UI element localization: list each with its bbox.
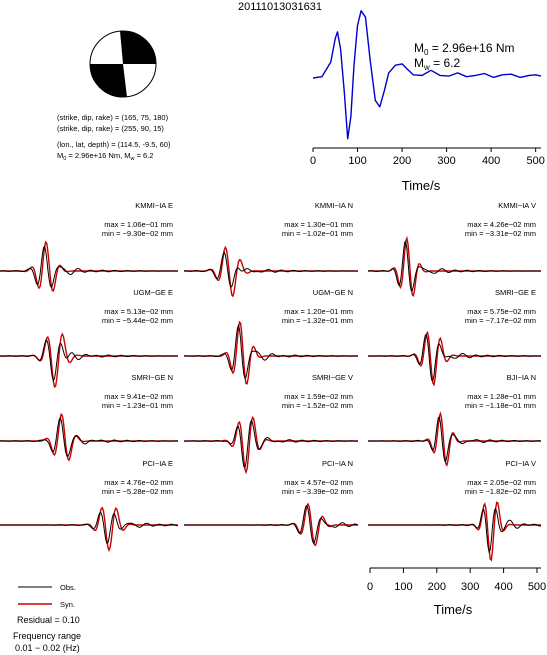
station-name: PCI−IA E [142, 459, 173, 468]
station-min: min = −3.39e−02 mm [281, 487, 353, 496]
station-min: min = −1.02e−01 mm [281, 229, 353, 238]
bottom-xlabel: Time/s [433, 602, 473, 617]
legend-residual: Residual = 0.10 [17, 615, 80, 625]
synthetic-waveform [368, 414, 541, 466]
station-max: max = 1.30e−01 mm [284, 220, 353, 229]
station-max: max = 5.13e−02 mm [104, 307, 173, 316]
synthetic-waveform [0, 508, 178, 550]
observed-waveform [184, 326, 358, 379]
bottom-xtick-label: 0 [366, 581, 374, 593]
stf-panel [310, 11, 545, 193]
bottom-xtick-label: 400 [494, 581, 513, 593]
stf-xtick-label: 400 [481, 155, 501, 167]
legend-obs-label: Obs. [60, 583, 76, 592]
stf-xtick-label: 300 [437, 155, 456, 167]
station-max: max = 1.59e−02 mm [284, 392, 353, 401]
stf-xtick-label: 500 [526, 155, 545, 167]
station-panel [0, 201, 178, 291]
station-min: min = −3.31e−02 mm [464, 229, 536, 238]
station-max: max = 5.75e−02 mm [467, 307, 536, 316]
stf-xtick-label: 100 [348, 155, 367, 167]
station-min: min = −1.82e−02 mm [464, 487, 536, 496]
bottom-time-axis [367, 568, 546, 617]
synthetic-waveform [0, 242, 178, 291]
observed-waveform [184, 252, 358, 287]
station-max: max = 4.26e−02 mm [467, 220, 536, 229]
bottom-xtick-label: 500 [527, 581, 547, 593]
station-min: min = −1.23e−01 mm [101, 401, 173, 410]
station-panel [368, 459, 541, 560]
station-max: max = 2.05e−02 mm [467, 478, 536, 487]
station-min: min = −7.17e−02 mm [464, 316, 536, 325]
synthetic-waveform [0, 414, 178, 460]
station-panel [184, 459, 358, 545]
station-panels [0, 201, 541, 560]
observed-waveform [0, 418, 178, 456]
bottom-xtick-label: 300 [461, 581, 480, 593]
station-max: max = 4.76e−02 mm [104, 478, 173, 487]
bottom-xtick-label: 100 [394, 581, 413, 593]
station-min: min = −9.30e−02 mm [101, 229, 173, 238]
station-name: UGM−GE E [133, 288, 173, 297]
legend [13, 583, 81, 653]
station-min: min = −5.28e−02 mm [101, 487, 173, 496]
station-name: UGM−GE N [312, 288, 353, 297]
station-min: min = −1.52e−02 mm [281, 401, 353, 410]
station-panel [184, 373, 358, 472]
station-name: BJI−IA N [506, 373, 536, 382]
mechanism-location: (lon., lat, depth) = (114.5, -9.5, 60) [57, 140, 171, 149]
bottom-xtick-label: 200 [427, 581, 446, 593]
station-name: KMMI−IA V [498, 201, 536, 210]
station-name: PCI−IA V [505, 459, 536, 468]
stf-m0: $M_0 = 2.96e+16$ Nm [414, 41, 515, 57]
legend-frequency-label: Frequency range [13, 631, 82, 641]
station-panel [368, 288, 541, 385]
mechanism-plane2: (strike, dip, rake) = (255, 90, 15) [57, 124, 164, 133]
station-panel [184, 288, 358, 384]
stf-xtick-label: 200 [392, 155, 412, 167]
station-name: KMMI−IA N [314, 201, 353, 210]
stf-xlabel: Time/s [401, 178, 441, 193]
station-max: max = 1.20e−01 mm [284, 307, 353, 316]
legend-syn-label: Syn. [60, 600, 76, 609]
station-min: min = −1.18e−01 mm [464, 401, 536, 410]
mechanism-plane1: (strike, dip, rake) = (165, 75, 180) [57, 113, 169, 122]
stf-xtick-label: 0 [309, 155, 317, 167]
station-name: SMRI−GE E [494, 288, 536, 297]
station-name: PCI−IA N [321, 459, 353, 468]
station-max: max = 1.06e−01 mm [104, 220, 173, 229]
observed-waveform [0, 512, 178, 543]
event-title: 20111013031631 [237, 1, 323, 13]
station-max: max = 1.28e−01 mm [467, 392, 536, 401]
mechanism-moment: $M_0 = 2.96e+16$ Nm, $M_w = 6.2$ [57, 151, 154, 162]
focal-mechanism-beachball [90, 31, 156, 97]
station-max: max = 4.57e−02 mm [284, 478, 353, 487]
observed-waveform [368, 509, 541, 552]
station-min: min = −5.44e−02 mm [101, 316, 173, 325]
station-max: max = 9.41e−02 mm [104, 392, 173, 401]
station-name: KMMI−IA E [135, 201, 173, 210]
station-panel [0, 459, 178, 550]
station-panel [368, 201, 541, 296]
stf-mw: $M_w = 6.2$ [414, 56, 461, 72]
station-name: SMRI−GE N [131, 373, 173, 382]
observed-waveform [368, 417, 541, 461]
station-panel [368, 373, 541, 465]
legend-frequency-value: 0.01 − 0.02 (Hz) [15, 643, 80, 653]
station-panel [184, 201, 358, 296]
station-name: SMRI−GE V [311, 373, 353, 382]
station-min: min = −1.32e−01 mm [281, 316, 353, 325]
station-panel [0, 373, 178, 460]
observed-waveform [368, 242, 541, 291]
synthetic-waveform [368, 502, 541, 560]
observed-waveform [0, 246, 178, 287]
stf-series-line [313, 11, 541, 139]
